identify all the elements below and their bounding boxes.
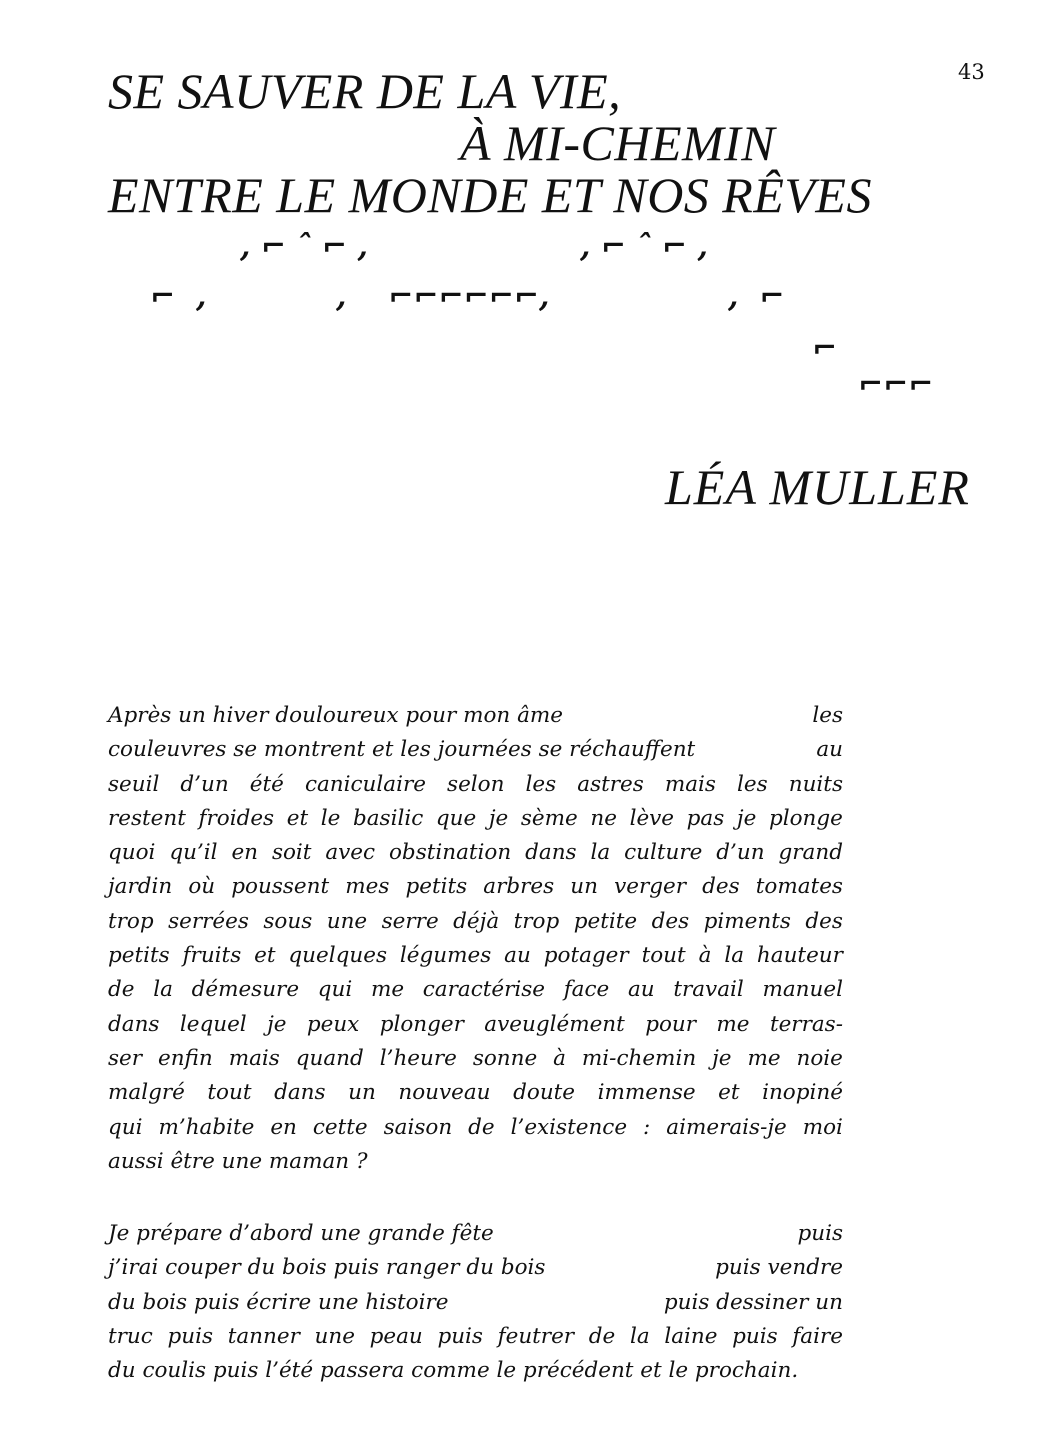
word: sème: [520, 805, 578, 831]
text-line: [108, 1145, 843, 1179]
word: que: [435, 805, 477, 831]
word: manuel: [762, 977, 843, 1003]
word: culture: [624, 840, 703, 866]
word: piments: [703, 908, 791, 934]
word: les: [737, 771, 768, 797]
word: selon: [447, 771, 505, 797]
paragraph-2: [108, 1217, 843, 1388]
text-segment: aussi être une maman ?: [108, 1148, 368, 1174]
word: au: [627, 977, 655, 1003]
title-line-1: SE SAUVER DE LA VIE,: [108, 63, 622, 119]
word: me: [370, 977, 405, 1003]
word: caractérise: [422, 977, 546, 1003]
text-segment: Je prépare d’abord une grande fête: [108, 1221, 494, 1246]
word: laine: [664, 1323, 718, 1349]
word: où: [188, 874, 216, 900]
text-segment: couleuvres se montrent et les journées se réchauffent: [108, 737, 696, 763]
text-segment: Après un hiver douloureux pour mon âme: [108, 703, 564, 728]
word: je: [267, 1011, 287, 1037]
text-line: [108, 699, 843, 733]
word: froides: [198, 805, 275, 831]
word: et: [254, 943, 276, 969]
word: doute: [513, 1080, 576, 1106]
ornament-mark: , ⌐ ˆ ⌐ ,: [580, 229, 708, 264]
word: tout: [641, 943, 686, 969]
word: plonger: [379, 1011, 464, 1037]
word: une: [314, 1323, 355, 1349]
word: les: [525, 771, 557, 797]
word: lève: [629, 805, 675, 831]
word: un: [348, 1080, 376, 1106]
author-name: LÉA MULLER: [665, 459, 970, 515]
word: des: [702, 874, 740, 900]
text-line: [108, 1354, 843, 1388]
word: enfin: [157, 1045, 213, 1071]
title-line-3: ENTRE LE MONDE ET NOS RÊVES: [108, 167, 872, 223]
word: des: [651, 908, 690, 934]
word: serrées: [168, 908, 249, 934]
word: petite: [573, 908, 638, 934]
text-segment: les: [812, 703, 843, 728]
word: la: [590, 840, 611, 866]
word: aveuglément: [484, 1011, 625, 1037]
word: nuits: [788, 771, 843, 797]
word: travail: [673, 977, 744, 1003]
word: soit: [271, 840, 312, 866]
text-line: [108, 1320, 843, 1354]
word: tanner: [227, 1323, 300, 1349]
text-line: [108, 1217, 843, 1251]
word: la: [629, 1323, 650, 1349]
word: me: [716, 1011, 750, 1037]
text-line: [108, 973, 843, 1007]
text-line: [108, 768, 843, 802]
word: quand: [295, 1045, 364, 1071]
text-segment: au: [816, 737, 843, 763]
word: en: [270, 1114, 297, 1140]
word: restent: [108, 805, 186, 831]
text-line: [108, 1111, 843, 1145]
word: dans: [108, 1011, 160, 1037]
word: de: [468, 1114, 495, 1140]
word: mi-chemin: [581, 1045, 697, 1071]
word: serre: [381, 908, 439, 934]
word: légumes: [399, 943, 492, 969]
word: la: [724, 943, 745, 969]
word: l’existence: [510, 1114, 628, 1140]
word: faire: [792, 1323, 843, 1349]
word: cette: [312, 1114, 368, 1140]
word: quelques: [288, 943, 387, 969]
word: verger: [614, 874, 687, 900]
word: la: [153, 977, 173, 1003]
word: lequel: [179, 1011, 247, 1037]
word: aimerais-je: [666, 1114, 787, 1140]
word: été: [249, 771, 284, 797]
word: d’un: [716, 840, 765, 866]
word: tomates: [755, 874, 843, 900]
word: malgré: [108, 1080, 185, 1106]
text-line: [108, 802, 843, 836]
word: seuil: [108, 771, 160, 797]
word: petits: [405, 874, 468, 900]
text-line: [108, 1042, 843, 1076]
word: nouveau: [398, 1080, 491, 1106]
word: une: [326, 908, 368, 934]
word: caniculaire: [304, 771, 426, 797]
text-segment: du bois puis écrire une histoire: [108, 1289, 449, 1315]
word: terras-: [769, 1011, 843, 1037]
word: mais: [664, 771, 716, 797]
word: obstination: [388, 840, 512, 866]
word: l’heure: [379, 1045, 457, 1071]
word: quoi: [108, 840, 156, 866]
ornament-mark: ⌐⌐⌐: [858, 367, 934, 402]
text-line: [108, 733, 843, 767]
word: saison: [383, 1114, 453, 1140]
text-segment: puis vendre: [715, 1255, 843, 1281]
word: et: [718, 1080, 740, 1106]
word: immense: [597, 1080, 696, 1106]
word: arbres: [483, 874, 555, 900]
text-line: [108, 1251, 843, 1285]
word: feutrer: [497, 1323, 575, 1349]
word: ne: [590, 805, 617, 831]
text-line: [108, 1286, 843, 1320]
word: sonne: [472, 1045, 538, 1071]
word: peux: [306, 1011, 360, 1037]
text-segment: puis: [797, 1221, 843, 1246]
word: des: [805, 908, 843, 934]
word: pour: [645, 1011, 697, 1037]
word: :: [643, 1114, 651, 1140]
word: qu’il: [169, 840, 218, 866]
word: petits: [108, 943, 170, 969]
word: puis: [167, 1323, 214, 1349]
word: potager: [543, 943, 629, 969]
ornament-mark: ⌐: [812, 331, 838, 366]
text-segment: j’irai couper du bois puis ranger du bois: [108, 1255, 546, 1281]
word: astres: [577, 771, 644, 797]
word: qui: [108, 1114, 143, 1140]
word: face: [563, 977, 610, 1003]
word: ser: [108, 1045, 143, 1071]
word: fruits: [182, 943, 242, 969]
title-line-2: À MI-CHEMIN: [460, 115, 776, 171]
word: déjà: [453, 908, 500, 934]
word: qui: [317, 977, 353, 1003]
word: d’un: [180, 771, 229, 797]
word: grand: [778, 840, 843, 866]
ornament-mark: , ⌐: [728, 279, 785, 314]
page-number: 43: [958, 60, 985, 84]
word: puis: [732, 1323, 778, 1349]
word: dans: [274, 1080, 326, 1106]
text-segment: puis dessiner un: [663, 1289, 843, 1315]
ornament-mark: , ⌐ ˆ ⌐ ,: [240, 229, 368, 264]
text-line: [108, 1076, 843, 1110]
word: démesure: [191, 977, 300, 1003]
word: de: [108, 977, 135, 1003]
word: peau: [369, 1323, 423, 1349]
word: et: [286, 805, 309, 831]
word: noie: [796, 1045, 843, 1071]
word: sous: [263, 908, 313, 934]
word: de: [588, 1323, 616, 1349]
ornament-mark: ⌐ ,: [150, 279, 207, 314]
text-line: [108, 939, 843, 973]
word: je: [736, 805, 757, 831]
word: à: [553, 1045, 566, 1071]
text-segment: du coulis puis l’été passera comme le précédent et le prochain.: [108, 1358, 799, 1384]
word: poussent: [231, 874, 330, 900]
word: le: [320, 805, 341, 831]
word: dans: [525, 840, 577, 866]
paragraph-1: [108, 699, 843, 1179]
word: plonge: [768, 805, 843, 831]
word: mais: [228, 1045, 280, 1071]
word: en: [231, 840, 259, 866]
word: jardin: [108, 874, 173, 900]
word: basilic: [352, 805, 424, 831]
word: m’habite: [158, 1114, 255, 1140]
word: mes: [345, 874, 390, 900]
text-line: [108, 905, 843, 939]
text-line: [108, 836, 843, 870]
word: moi: [802, 1114, 843, 1140]
ornament-mark: , ⌐⌐⌐⌐⌐⌐,: [336, 279, 550, 314]
text-line: [108, 870, 843, 904]
word: truc: [108, 1323, 153, 1349]
word: puis: [437, 1323, 483, 1349]
word: hauteur: [756, 943, 843, 969]
word: pas: [686, 805, 725, 831]
word: je: [712, 1045, 732, 1071]
word: je: [488, 805, 509, 831]
word: inopiné: [762, 1080, 843, 1106]
word: un: [570, 874, 598, 900]
word: avec: [325, 840, 376, 866]
word: trop: [108, 908, 154, 934]
word: tout: [207, 1080, 252, 1106]
word: me: [747, 1045, 781, 1071]
word: à: [698, 943, 712, 969]
text-line: [108, 1008, 843, 1042]
word: au: [504, 943, 531, 969]
word: trop: [513, 908, 560, 934]
